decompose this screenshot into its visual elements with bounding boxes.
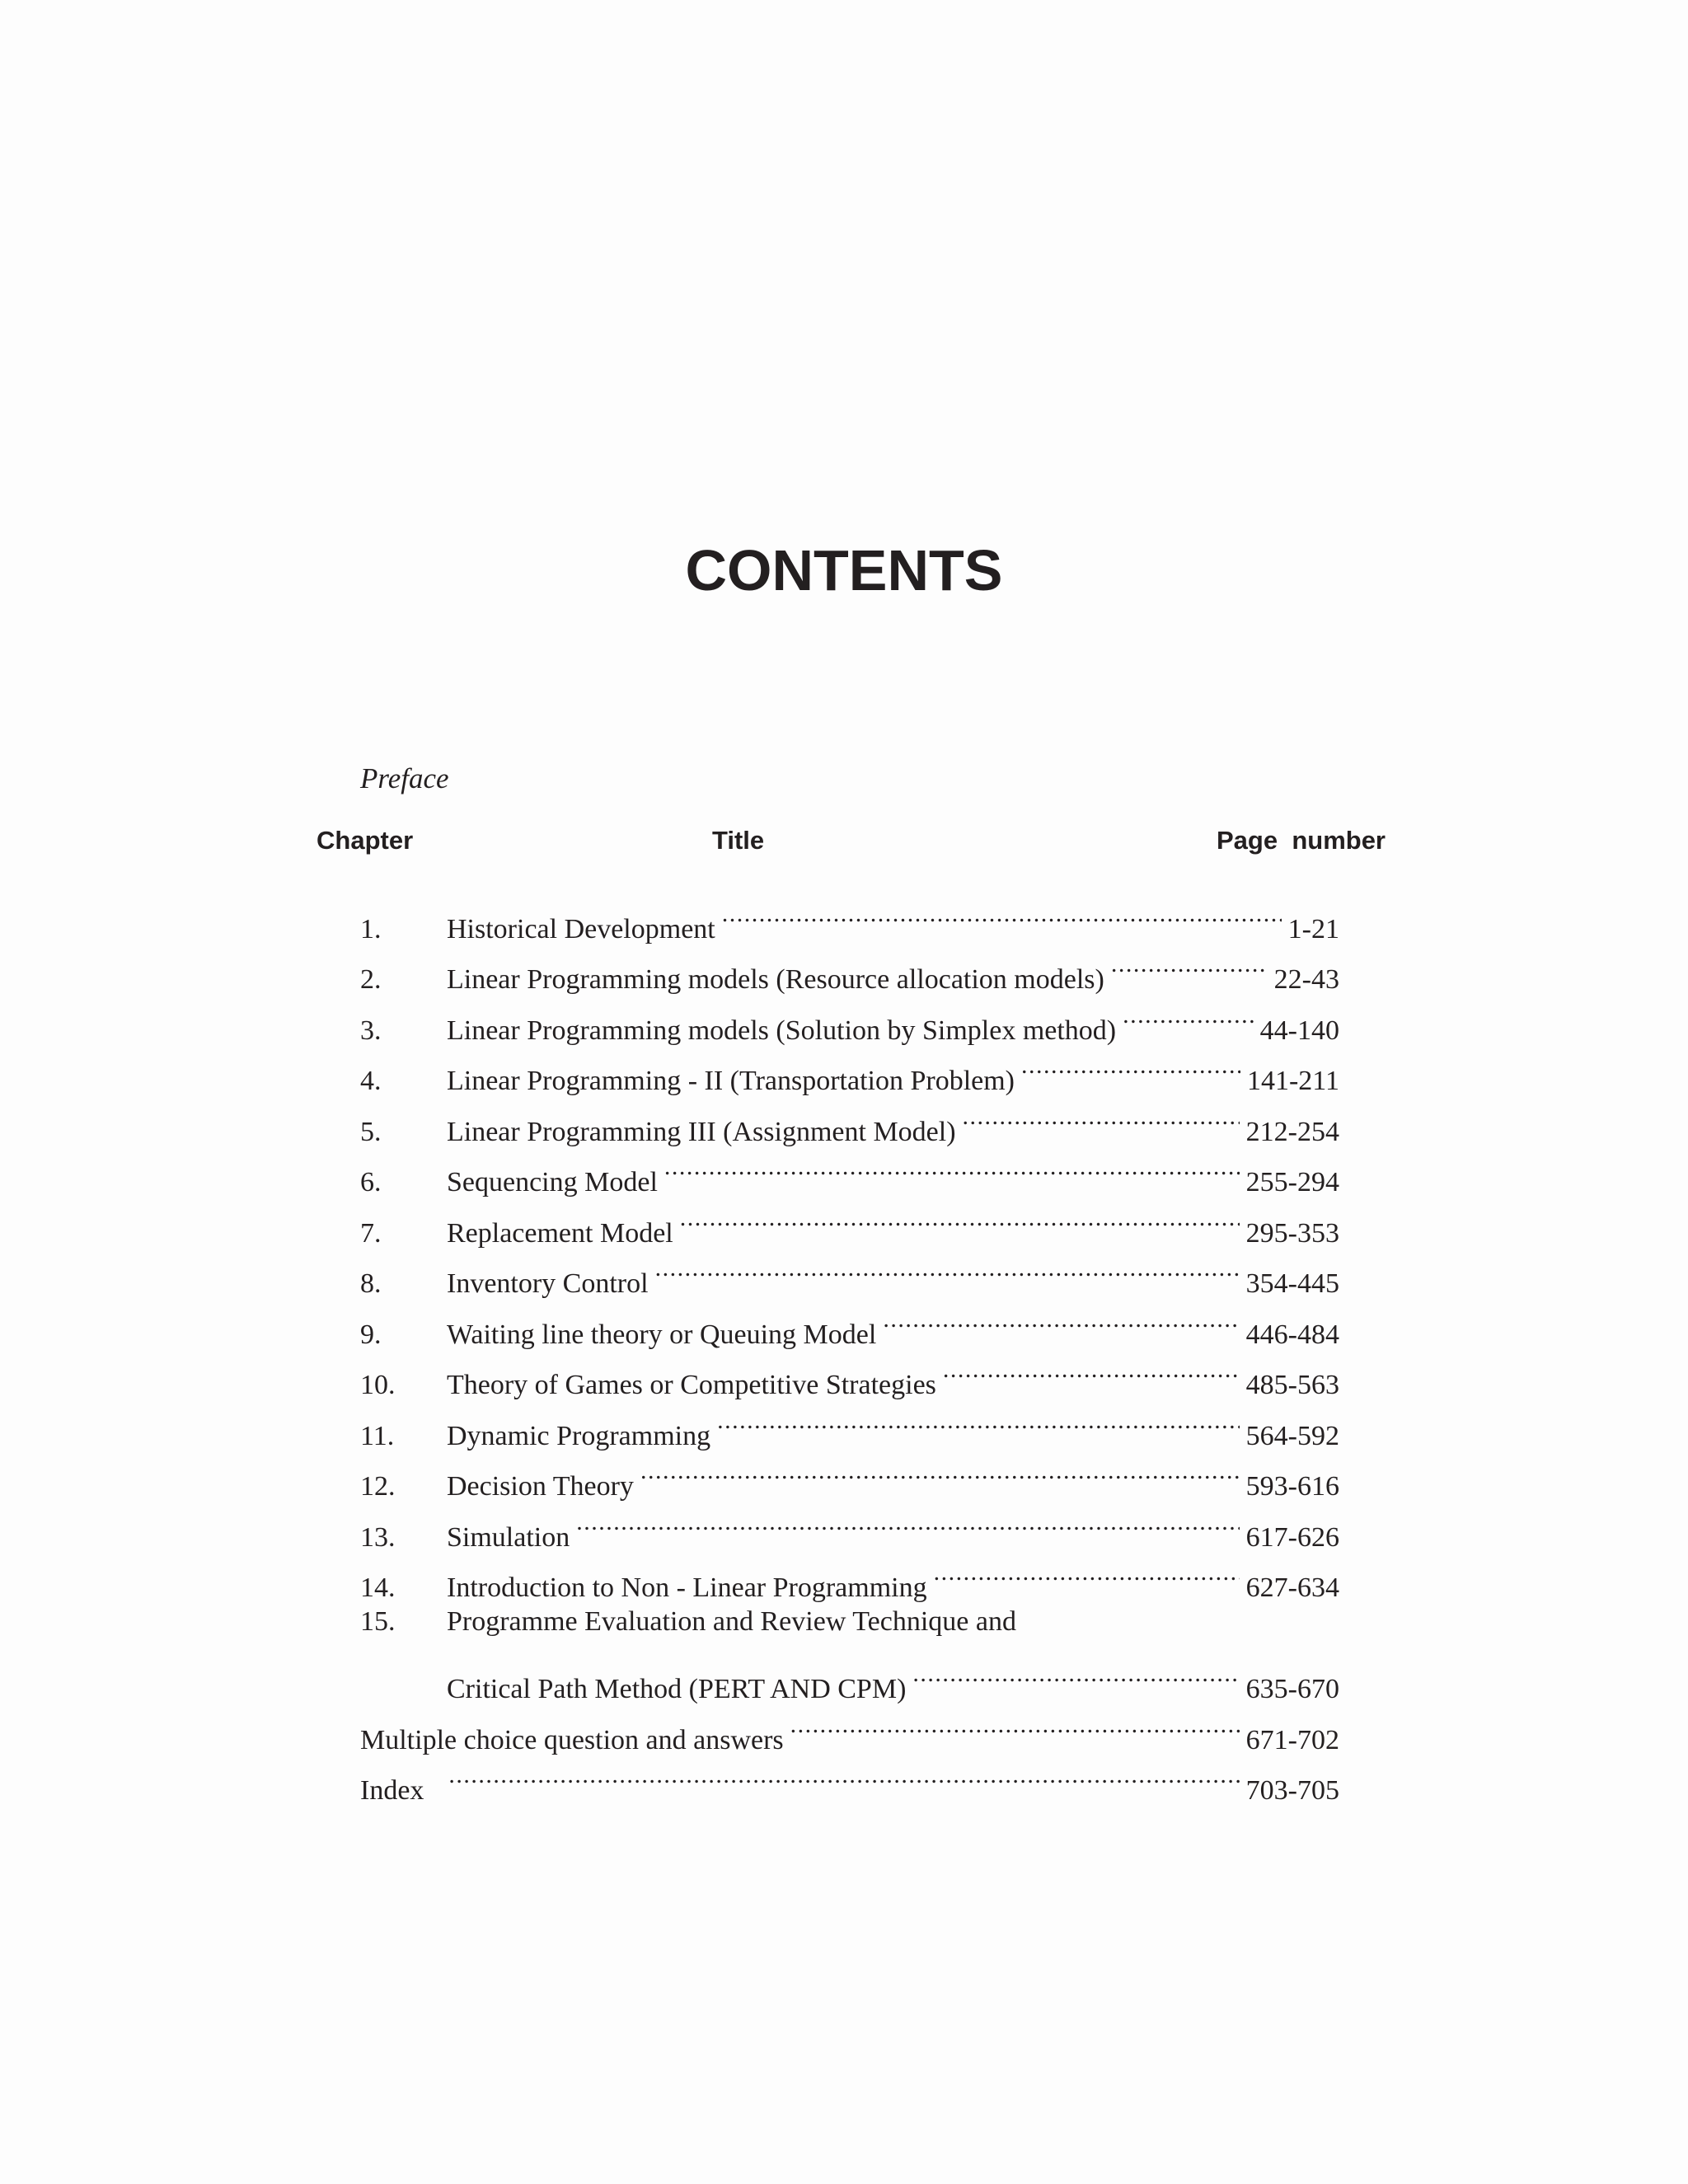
chapter-title-line-2-row (447, 1647, 1339, 1704)
page-range: 1-21 (1287, 913, 1339, 944)
chapter-number: 15. (360, 1606, 396, 1637)
chapter-title: Linear Programming models (Resource allocation models) (447, 964, 1104, 995)
header-title: Title (712, 826, 765, 855)
toc-extra-entry (360, 1749, 1339, 1806)
chapter-number: 11. (360, 1420, 395, 1451)
dot-leader (912, 1647, 1239, 1699)
dot-leader (963, 1090, 1240, 1141)
chapter-title-line-1: Programme Evaluation and Review Technique and (447, 1606, 1016, 1637)
chapter-title: Decision Theory (447, 1471, 634, 1502)
dot-leader (448, 1749, 1239, 1800)
chapter-number: 4. (360, 1066, 382, 1096)
chapter-title: Replacement Model (447, 1217, 673, 1249)
chapter-number: 5. (360, 1116, 382, 1147)
chapter-number: 9. (360, 1319, 382, 1350)
chapter-title: Simulation (447, 1521, 570, 1553)
page-range: 22-43 (1273, 964, 1339, 995)
chapter-number: 2. (360, 964, 382, 995)
chapter-title: Linear Programming models (Solution by Simplex method) (447, 1015, 1117, 1046)
chapter-title: Linear Programming III (Assignment Model) (447, 1116, 956, 1147)
page-range: 593-616 (1245, 1471, 1339, 1502)
chapter-title: Waiting line theory or Queuing Model (447, 1319, 877, 1350)
chapter-title: Linear Programming - II (Transportation Problem) (447, 1066, 1015, 1096)
chapter-number: 1. (360, 913, 382, 944)
page-range: 485-563 (1245, 1370, 1339, 1400)
extra-title: Multiple choice question and answers (360, 1724, 784, 1755)
chapter-number: 10. (360, 1370, 396, 1400)
chapter-title: Introduction to Non - Linear Programming (447, 1572, 927, 1603)
chapter-number: 14. (360, 1572, 396, 1603)
dot-leader (883, 1292, 1239, 1343)
extra-title: Index (360, 1775, 424, 1806)
dot-leader (717, 1394, 1240, 1445)
dot-leader (790, 1698, 1240, 1749)
dot-leader (655, 1242, 1240, 1293)
page-range: 617-626 (1245, 1521, 1339, 1553)
dot-leader (943, 1343, 1240, 1394)
table-of-contents (360, 887, 1339, 1806)
page-range: 564-592 (1245, 1420, 1339, 1451)
page-range: 671-702 (1245, 1724, 1339, 1755)
dot-leader (640, 1445, 1240, 1496)
page-range: 635-670 (1245, 1674, 1339, 1704)
page-range: 212-254 (1245, 1116, 1339, 1147)
chapter-number: 13. (360, 1521, 396, 1553)
chapter-title: Sequencing Model (447, 1167, 658, 1197)
header-chapter: Chapter (316, 826, 414, 855)
chapter-number: 3. (360, 1015, 382, 1046)
chapter-number: 7. (360, 1217, 382, 1249)
page-range: 141-211 (1246, 1066, 1339, 1096)
chapter-title: Inventory Control (447, 1268, 649, 1299)
dot-leader (680, 1191, 1240, 1242)
dot-leader (934, 1546, 1240, 1597)
dot-leader (576, 1495, 1239, 1546)
preface-label: Preface (360, 762, 449, 794)
page-range: 703-705 (1245, 1775, 1339, 1806)
page-title: CONTENTS (685, 538, 1003, 602)
dot-leader (1021, 1039, 1240, 1090)
chapter-title: Theory of Games or Competitive Strategies (447, 1370, 936, 1400)
page-range: 44-140 (1259, 1015, 1339, 1046)
page-range: 295-353 (1245, 1217, 1339, 1249)
page-range: 354-445 (1245, 1268, 1339, 1299)
toc-entry (360, 1596, 1339, 1704)
dot-leader (664, 1141, 1240, 1192)
chapter-number: 6. (360, 1167, 382, 1197)
chapter-number: 8. (360, 1268, 382, 1299)
page-range: 627-634 (1245, 1572, 1339, 1603)
dot-leader (1111, 938, 1268, 989)
chapter-number: 12. (360, 1471, 396, 1502)
chapter-title: Dynamic Programming (447, 1420, 711, 1451)
dot-leader (1123, 988, 1254, 1039)
page-range: 255-294 (1245, 1167, 1339, 1197)
page-range: 446-484 (1245, 1319, 1339, 1350)
dot-leader (722, 887, 1282, 938)
toc-entry (360, 887, 1339, 944)
chapter-title: Historical Development (447, 913, 715, 944)
chapter-title-line-2: Critical Path Method (PERT AND CPM) (447, 1674, 907, 1704)
header-page-number: Page number (1217, 826, 1386, 855)
